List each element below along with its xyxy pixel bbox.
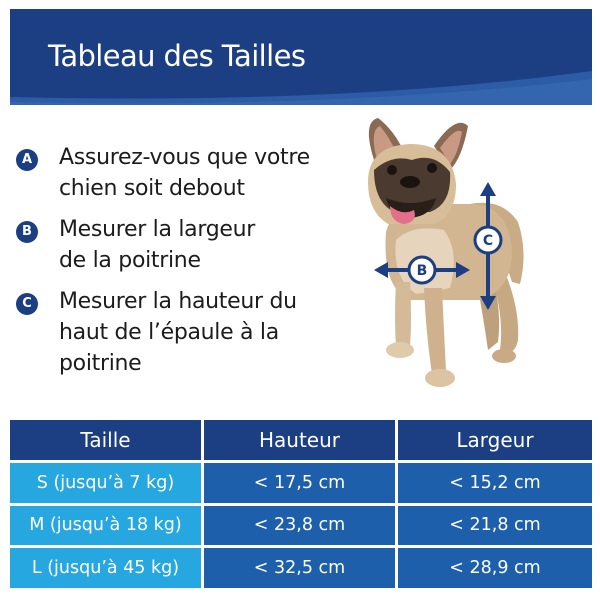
step-c-line-2: haut de l’épaule à la [59,320,279,345]
header-hauteur: Hauteur [204,420,398,460]
step-a-line-2: chien soit debout [59,176,245,201]
row-m-hauteur: < 23,8 cm [204,503,398,546]
row-l-size: L (jusqu’à 45 kg) [10,545,204,588]
measurement-steps [16,142,361,389]
step-badge-a: A [16,149,38,171]
step-c [16,286,361,379]
row-s-hauteur: < 17,5 cm [204,460,398,503]
step-badge-c: C [16,293,38,315]
step-b-line-1: Mesurer la largeur [59,217,255,242]
step-a-line-1: Assurez-vous que votre [59,145,310,170]
row-s-size: S (jusqu’à 7 kg) [10,460,204,503]
step-c-line-3: poitrine [59,351,142,376]
step-badge-b: B [16,221,38,243]
diagram-label-b: B [416,263,428,279]
row-s-largeur: < 15,2 cm [398,460,592,503]
row-l-largeur: < 28,9 cm [398,545,592,588]
header-banner [10,9,592,105]
row-m-largeur: < 21,8 cm [398,503,592,546]
step-b [16,214,361,276]
step-c-line-1: Mesurer la hauteur du [59,289,297,314]
page-title: Tableau des Tailles [48,39,306,73]
row-l-hauteur: < 32,5 cm [204,545,398,588]
diagram-label-c: C [482,233,494,249]
table-row [10,503,592,546]
size-table [10,420,592,588]
table-header-row [10,420,592,460]
table-row [10,460,592,503]
french-bulldog-illustration [352,112,542,404]
step-b-line-2: de la poitrine [59,248,201,273]
header-taille: Taille [10,420,204,460]
row-m-size: M (jusqu’à 18 kg) [10,503,204,546]
step-a [16,142,361,204]
dog-measurement-diagram [352,112,542,404]
header-largeur: Largeur [398,420,592,460]
table-row [10,545,592,588]
